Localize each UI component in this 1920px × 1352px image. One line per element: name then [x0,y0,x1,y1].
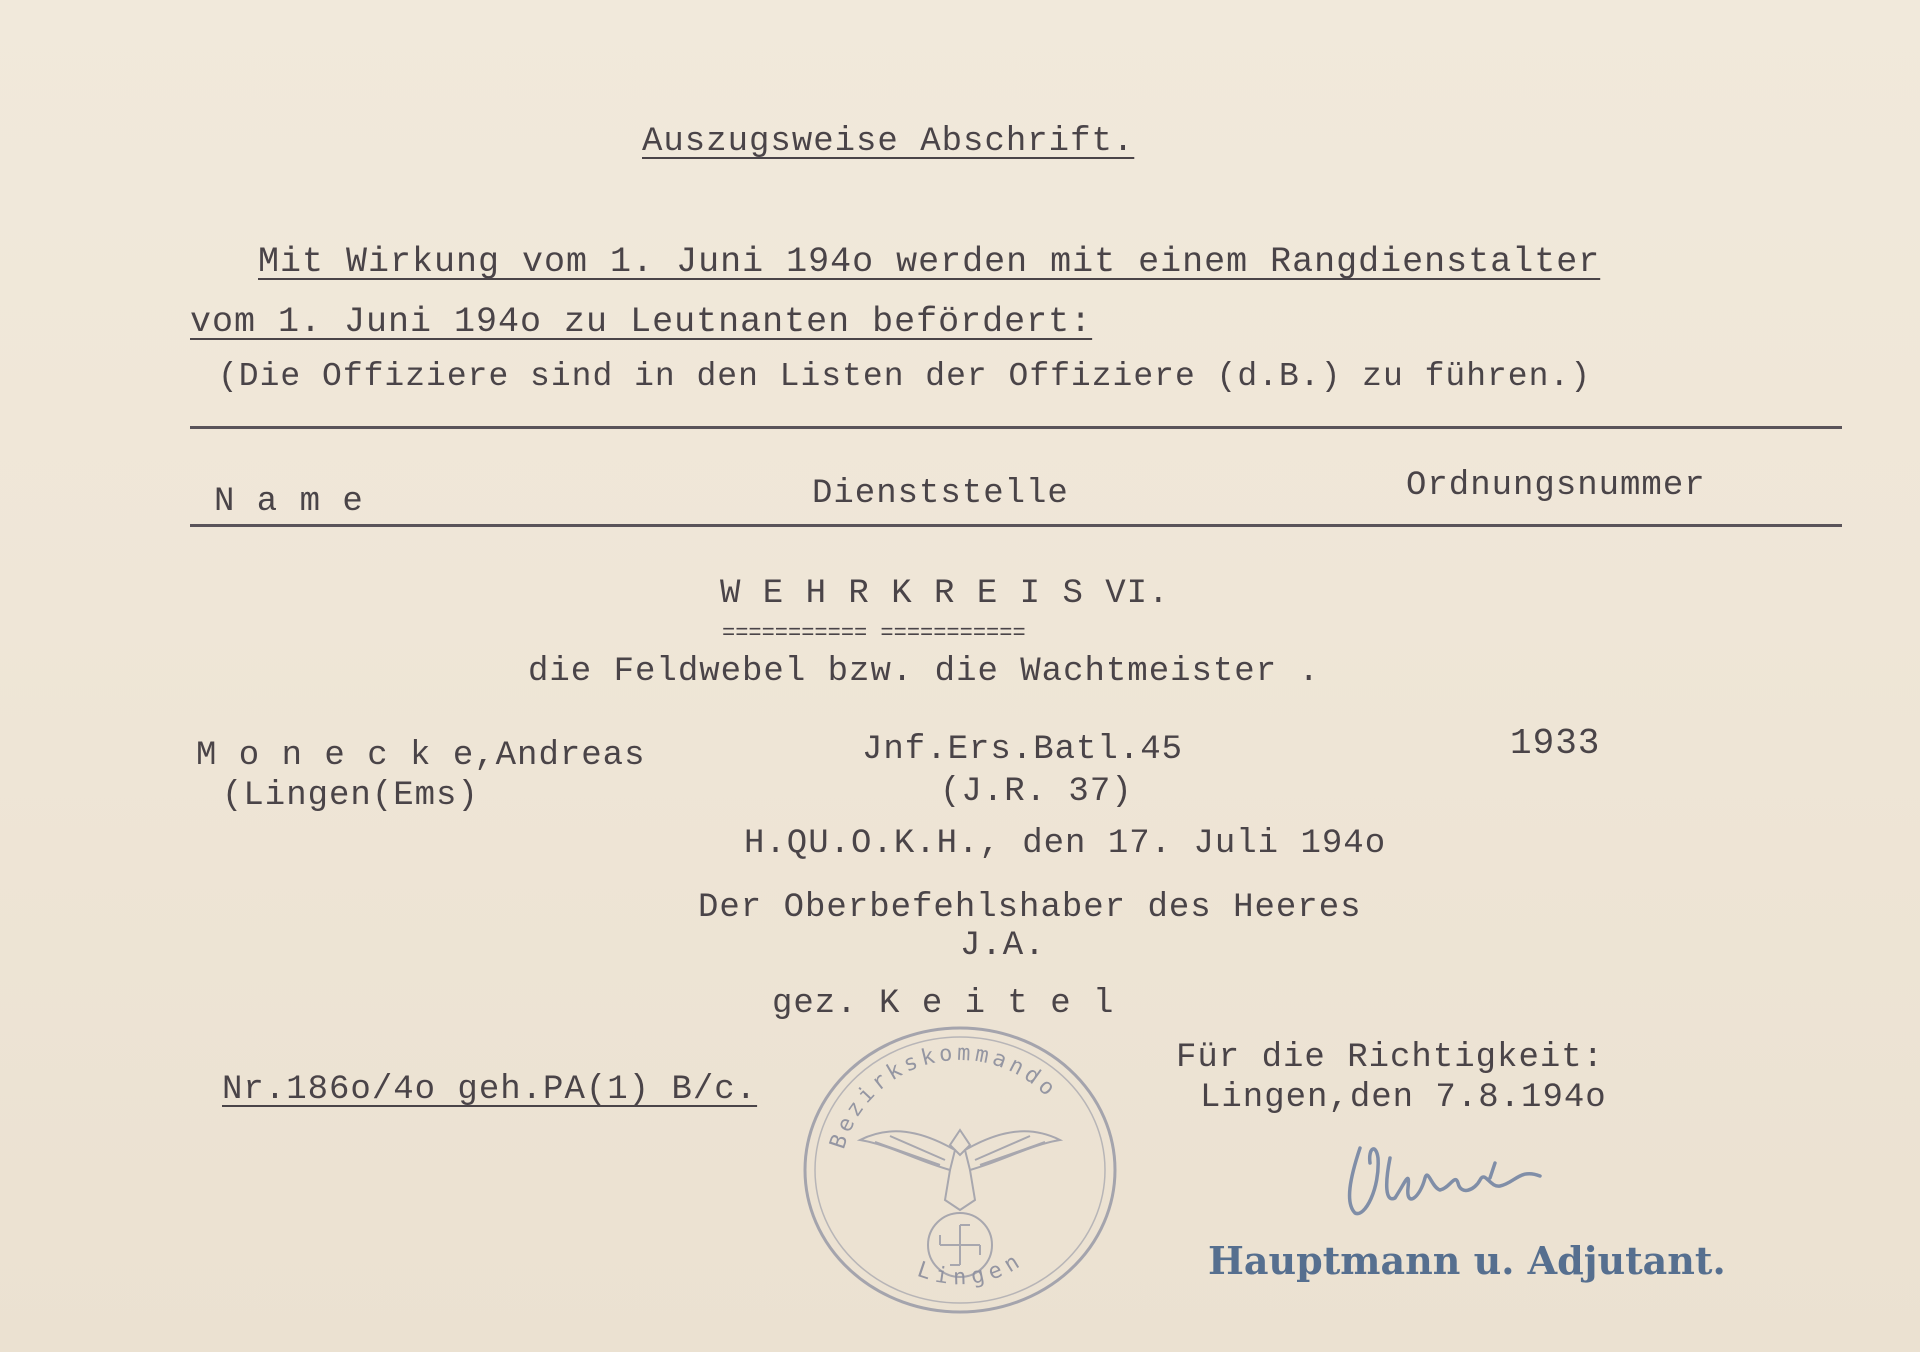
issuer-line: Der Oberbefehlshaber des Heeres [698,889,1362,927]
header-bottom-rule [190,524,1842,527]
entry-origin: (Lingen(Ems) [222,777,479,815]
svg-text:Lingen [914,1247,1029,1291]
seal-text-top: Bezirkskommando [825,1040,1063,1153]
reference-number: Nr.186o/4o geh.PA(1) B/c. [222,1071,758,1109]
officers-note: (Die Offiziere sind in den Listen der Offiziere (d.B.) zu führen.) [218,358,1592,395]
ia-line: J.A. [960,927,1046,965]
svg-text:Bezirkskommando [825,1041,1062,1152]
intro-line-2: vom 1. Juni 194o zu Leutnanten befördert: [190,302,1093,342]
seal-text-bottom: Lingen [914,1246,1030,1291]
official-seal-stamp [800,1020,1120,1320]
eagle-emblem-icon [860,1130,1060,1277]
section-heading: W E H R K R E I S VI. [720,575,1170,613]
rank-stamp: Hauptmann u. Adjutant. [1208,1238,1726,1283]
signed-line: gez. K e i t e l [772,985,1115,1023]
entry-name: M o n e c k e,Andreas [196,737,646,775]
certification-line: Für die Richtigkeit: [1176,1039,1605,1077]
handwritten-signature [1340,1128,1570,1228]
subsection-heading: die Feldwebel bzw. die Wachtmeister . [528,653,1320,691]
entry-unit: Jnf.Ers.Batl.45 [862,731,1184,769]
entry-ordnungsnummer: 1933 [1510,723,1601,764]
column-header-dienststelle: Dienststelle [812,475,1069,513]
header-top-rule [190,426,1842,429]
place-date-line: H.QU.O.K.H., den 17. Juli 194o [744,825,1387,863]
column-header-name: N a m e [214,483,364,521]
column-header-ordnungsnummer: Ordnungsnummer [1406,467,1706,505]
certification-place-date: Lingen,den 7.8.194o [1200,1079,1607,1117]
entry-unit-sub: (J.R. 37) [940,773,1133,811]
document-title: Auszugsweise Abschrift. [642,123,1135,161]
section-underline: =========== =========== [722,621,1026,646]
intro-line-1: Mit Wirkung vom 1. Juni 194o werden mit einem Rangdienstalter [258,242,1601,282]
